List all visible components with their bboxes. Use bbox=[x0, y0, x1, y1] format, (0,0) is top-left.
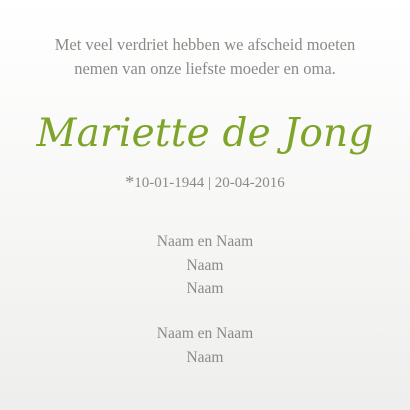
relative-line: Naam en Naam bbox=[156, 233, 254, 250]
relative-line: Naam bbox=[186, 256, 224, 274]
dates-text: 10-01-1944 | 20-04-2016 bbox=[134, 175, 285, 191]
birth-star-symbol: * bbox=[125, 172, 135, 192]
intro-text bbox=[0, 33, 410, 81]
intro-line-1: Met veel verdriet hebben we afscheid moeten bbox=[54, 35, 356, 54]
relative-line: Naam bbox=[186, 348, 224, 366]
relatives-group-1 bbox=[0, 230, 410, 301]
relative-line: Naam bbox=[186, 280, 224, 297]
relatives-group-2 bbox=[0, 322, 410, 369]
life-dates bbox=[0, 172, 410, 193]
deceased-name: Mariette de Jong bbox=[36, 111, 374, 156]
relative-line: Naam en Naam bbox=[156, 325, 254, 342]
intro-line-2: nemen van onze liefste moeder en oma. bbox=[74, 59, 336, 78]
